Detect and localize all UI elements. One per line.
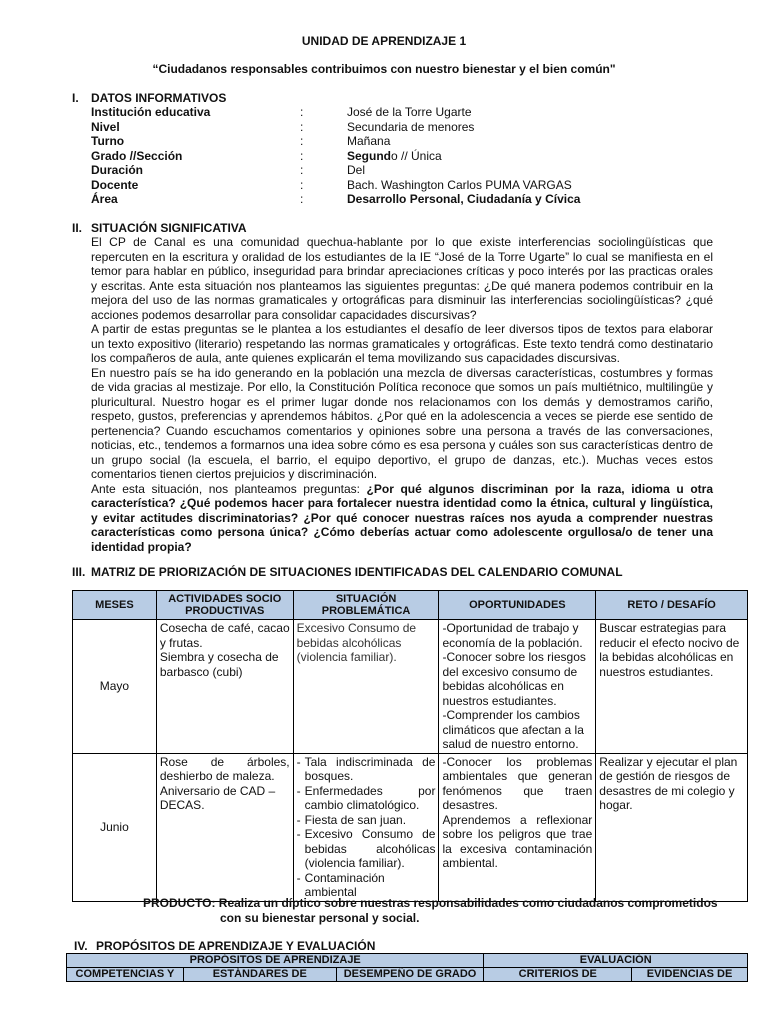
purposes-column-header: DESEMPEÑO DE GRADO — [336, 968, 484, 982]
month-cell: Junio — [73, 753, 157, 901]
matrix-header-cell: MESES — [73, 591, 157, 620]
purposes-table — [66, 953, 748, 982]
evaluation-group-header: EVALUACIÓN — [484, 954, 748, 968]
challenge-cell: Realizar y ejecutar el plan de gestión de riesgos de desastres de mi colegio y hogar. — [596, 753, 748, 901]
list-item: - Enfermedades por cambio climatológico. — [305, 784, 436, 813]
table-row — [73, 620, 748, 754]
purposes-column-row — [67, 968, 748, 982]
list-item: - Excesivo Consumo de bebidas alcohólicas (violencia familiar). — [305, 827, 436, 871]
challenge-cell: Buscar estrategias para reducir el efecto nocivo de la bebidas alcohólicas en nuestros estudiantes. — [596, 620, 748, 754]
situation-paragraph-2: A partir de estas preguntas se le plantea a los estudiantes el desafío de leer diversos tipos de textos para elaborar un texto expositivo (literario) respetando las normas gramaticales y ortográficas. Este texto tendrá como destinatario los compañeros de aula, ante quienes explicarán el tema movilizando sus capacidades discursivas. — [91, 322, 713, 365]
section-heading-3: III. MATRIZ DE PRIORIZACIÓN DE SITUACIONES IDENTIFICADAS DEL CALENDARIO COMUNAL — [72, 565, 623, 579]
situation-paragraph-1: El CP de Canal es una comunidad quechua-hablante por lo que existe interferencias sociolingüísticas que repercuten en la escritura y oralidad de los estudiantes de la IE “José de la Torre Ugarte” lo cual se manifiesta en el temor para hablar en público, inseguridad para brindar apreciaciones críticas y poco interés por las practicas orales y escritas. Ante esta situación nos planteamos las siguientes preguntas: ¿De qué manera podemos contribuir en la mejora del uso de las normas gramaticales y ortográficas para disminuir las interferencias sociolingüísticas? ¿qué acciones podemos desarrollar para consolidar capacidades discursivas? — [91, 235, 713, 322]
info-row-teacher: Docente : Bach. Washington Carlos PUMA VARGAS — [91, 177, 572, 192]
purposes-group-row — [67, 954, 748, 968]
matrix-header-cell: RETO / DESAFÍO — [596, 591, 748, 620]
table-row — [73, 753, 748, 901]
situation-text — [91, 235, 713, 554]
situation-paragraph-3: En nuestro país se ha ido generando en la población una mezcla de diversas características, costumbres y formas de vida gracias al mestizaje. Por ello, la Constitución Política reconoce que somos un país multiétnico, multilingüe y pluricultural. Nuestro hogar es el primer lugar donde nos relacionamos con los demás y demostramos cariño, respeto, gustos, preferencias y aprendemos hábitos. ¿Por qué en la adolescencia a veces se pierde ese sentido de pertenencia? Cuando escuchamos comentarios y opiniones sobre una persona a través de las conversaciones, noticias, etc., tendemos a formarnos una idea sobre cómo es esa persona y cuáles son sus características dentro de un grupo social (la escuela, el barrio, el equipo deportivo, el grupo de danzas, etc.). Muchas veces estos comentarios tienen ciertos prejuicios y discriminación. — [91, 365, 713, 481]
list-item: - Fiesta de san juan. — [305, 813, 436, 828]
info-row-duration: Duración : Del — [91, 163, 366, 177]
purposes-column-header: EVIDENCIAS DE — [632, 968, 748, 982]
purposes-column-header: CRITERIOS DE — [484, 968, 632, 982]
problems-cell: Excesivo Consumo de bebidas alcohólicas (violencia familiar). — [293, 620, 439, 754]
opportunities-cell: -Conocer los problemas ambientales que generan fenómenos que traen desastres. Aprendemos a reflexionar sobre los peligros que trae la excesiva contaminación ambiental. — [439, 753, 596, 901]
info-row-level: Nivel : Secundaria de menores — [91, 119, 475, 134]
matrix-header-cell: SITUACIÓN PROBLEMÁTICA — [293, 591, 439, 620]
list-item: - Tala indiscriminada de bosques. — [305, 755, 436, 784]
matrix-header-cell: ACTIVIDADES SOCIO PRODUCTIVAS — [156, 591, 293, 620]
matrix-header-row — [73, 591, 748, 620]
matrix-header-cell: OPORTUNIDADES — [439, 591, 596, 620]
activities-cell: Cosecha de café, cacao y frutas. Siembra y cosecha de barbasco (cubi) — [156, 620, 293, 754]
section-heading-2: II. SITUACIÓN SIGNIFICATIVA — [72, 221, 247, 235]
situation-paragraph-4: Ante esta situación, nos planteamos preguntas: ¿Por qué algunos discriminan por la raza, idioma u otra característica? ¿Qué podemos hacer para fortalecer nuestra identidad como la étnica, cultural y lingüística, y evitar actitudes discriminatorias? ¿Por qué conocer nuestras raíces nos ayuda a comprender nuestras características como persona única? ¿Cómo deberías actuar como adolescente orgullosa/o de tener una identidad propia? — [91, 481, 714, 554]
document-title: UNIDAD DE APRENDIZAJE 1 — [301, 34, 467, 48]
opportunities-cell: -Oportunidad de trabajo y economía de la población. -Conocer sobre los riesgos del excesivo consumo de bebidas alcohólicas en nuestros estudiantes. -Comprender los cambios climáticos que afectan a la salud de nuestro entorno. — [439, 620, 596, 754]
section-heading-4: IV. PROPÓSITOS DE APRENDIZAJE Y EVALUACIÓN — [74, 939, 376, 953]
info-row-area: Área : Desarrollo Personal, Ciudadanía y Cívica — [91, 192, 581, 206]
info-row-grade: Grado //Sección : Segundo // Única — [91, 148, 442, 163]
product-statement: PRODUCTO: Realiza un díptico sobre nuestras responsabilidades como ciudadanos comprometidos con su bienestar personal y social. — [143, 896, 718, 925]
problems-cell — [293, 753, 439, 901]
purposes-group-header: PROPÓSITOS DE APRENDIZAJE — [67, 954, 484, 968]
activities-cell: Rose de árboles, deshierbo de maleza. Aniversario de CAD – DECAS. — [156, 753, 293, 901]
calendar-matrix-table — [72, 590, 748, 902]
month-cell: Mayo — [73, 620, 157, 754]
section-heading-1: I. DATOS INFORMATIVOS — [72, 91, 227, 105]
info-row-institution: Institución educativa : José de la Torre Ugarte — [91, 105, 472, 119]
purposes-column-header: COMPETENCIAS Y — [67, 968, 184, 982]
info-list — [91, 105, 711, 207]
info-row-shift: Turno : Mañana — [91, 134, 391, 148]
purposes-column-header: ESTÁNDARES DE — [183, 968, 336, 982]
list-item: - Contaminación ambiental — [305, 871, 436, 900]
document-subtitle: “Ciudadanos responsables contribuimos con nuestro bienestar y el bien común" — [152, 62, 616, 76]
